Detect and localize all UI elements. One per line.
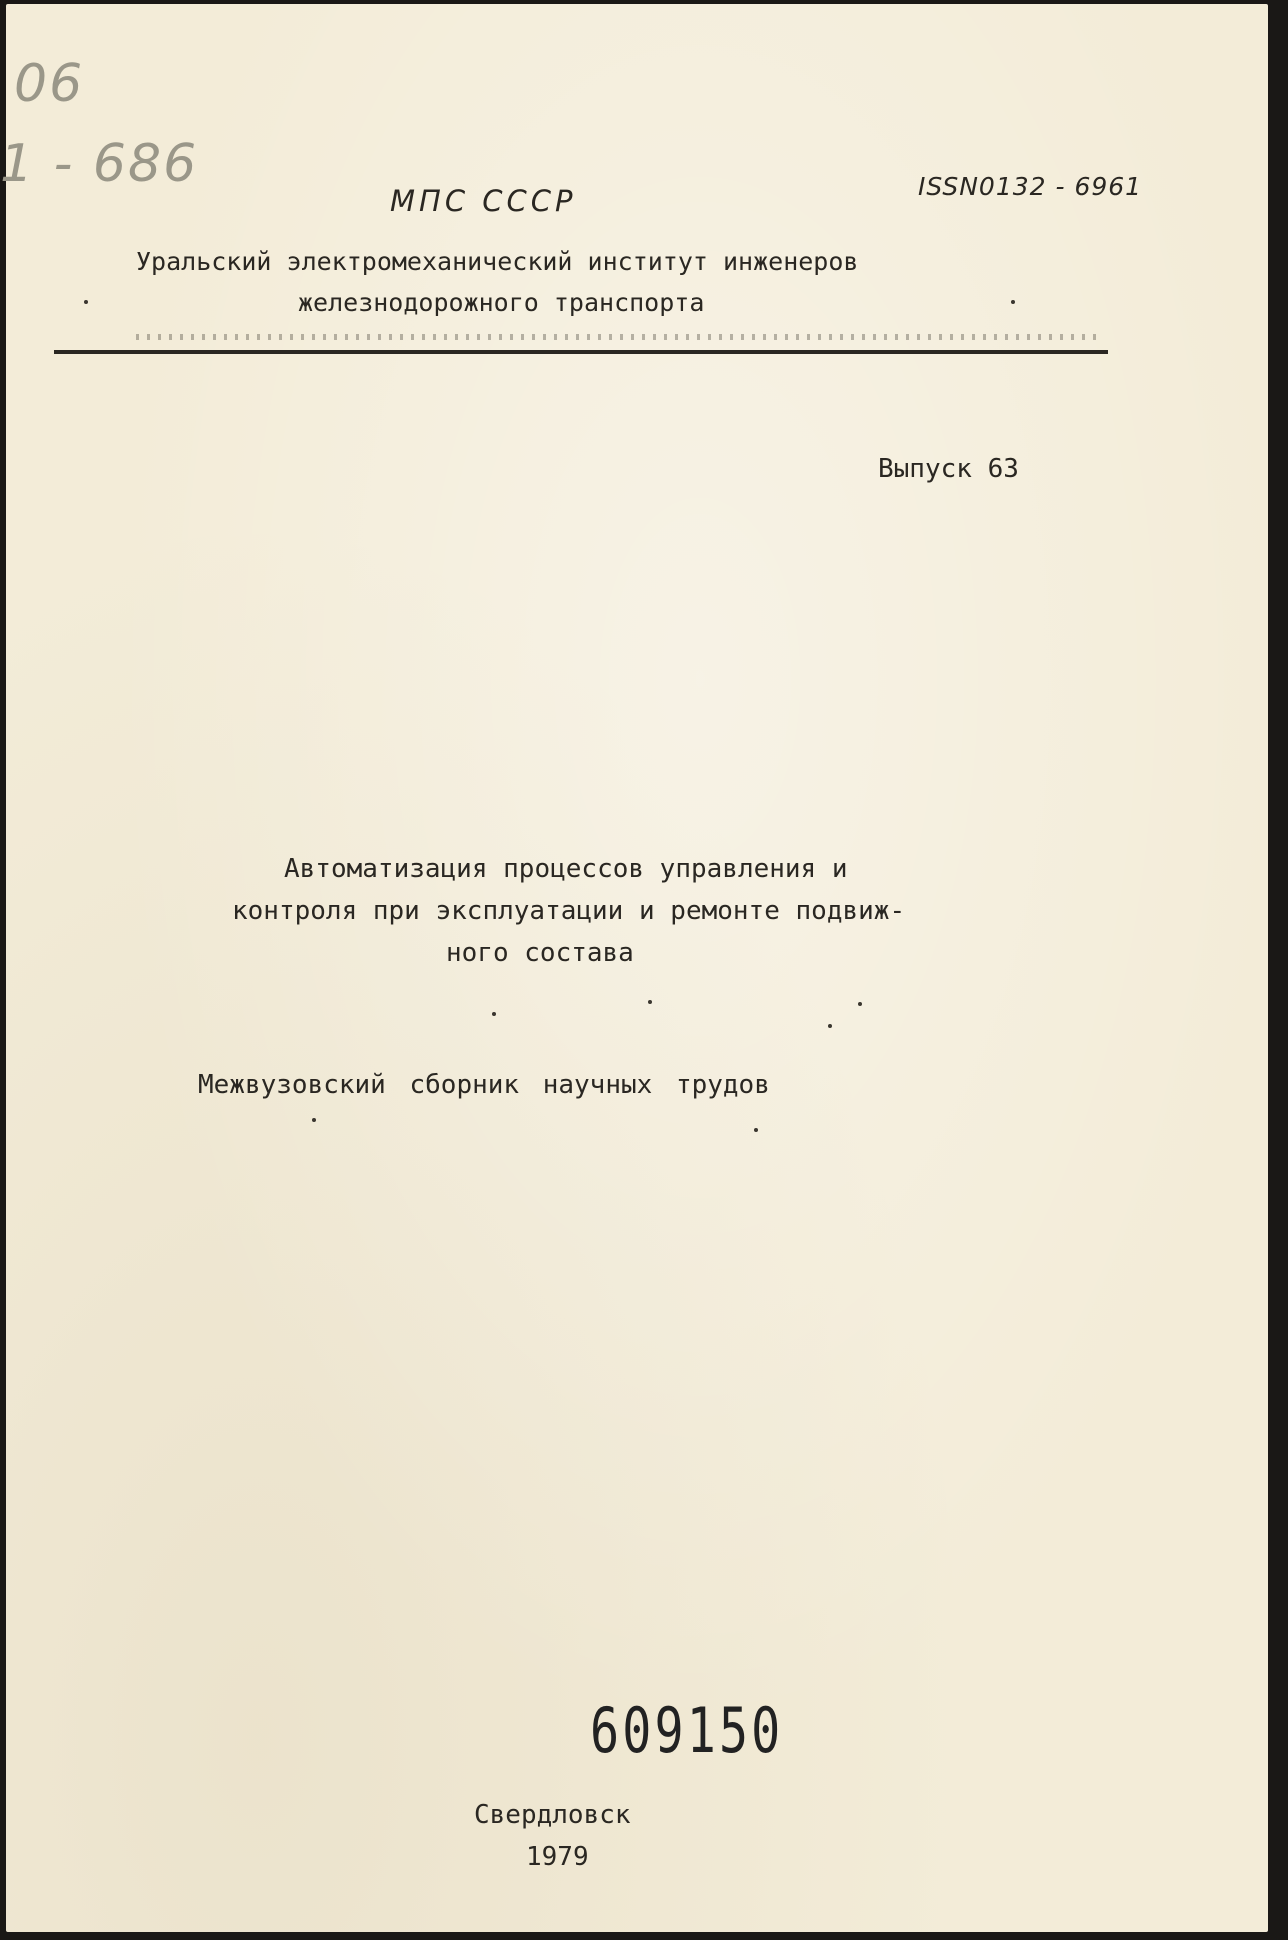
issue-number: Выпуск 63 — [878, 454, 1019, 484]
issn-label: ISSN0132 - 6961 — [918, 172, 1143, 201]
title-line1: Автоматизация процессов управления и — [284, 854, 848, 884]
paper-speck — [1011, 300, 1015, 304]
header-rule-speckle — [136, 334, 1096, 340]
handwritten-shelf-mark: 06 — [14, 54, 85, 114]
paper-speck — [312, 1118, 316, 1122]
institute-name-line2: железнодорожного транспорта — [298, 288, 705, 317]
imprint-year: 1979 — [526, 1842, 589, 1872]
handwritten-call-number: 1 - 686 — [0, 134, 199, 194]
imprint-city: Свердловск — [474, 1800, 631, 1830]
collection-subtitle: Межвузовский сборник научных трудов — [198, 1070, 770, 1100]
paper-speck — [492, 1012, 496, 1016]
paper-speck — [648, 1000, 652, 1004]
title-line3: ного состава — [446, 938, 634, 968]
title-line2: контроля при эксплуатации и ремонте подвиж- — [232, 896, 906, 926]
paper-speck — [858, 1002, 862, 1006]
paper-speck — [828, 1024, 832, 1028]
header-divider — [54, 350, 1108, 354]
paper-speck — [754, 1128, 758, 1132]
paper-speck — [84, 300, 88, 304]
document-page — [0, 4, 1268, 1932]
institute-name-line1: Уральский электромеханический институт инженеров — [136, 247, 859, 276]
inventory-stamp: 609150 — [590, 1694, 784, 1767]
ministry-heading: МПС СССР — [390, 184, 577, 218]
